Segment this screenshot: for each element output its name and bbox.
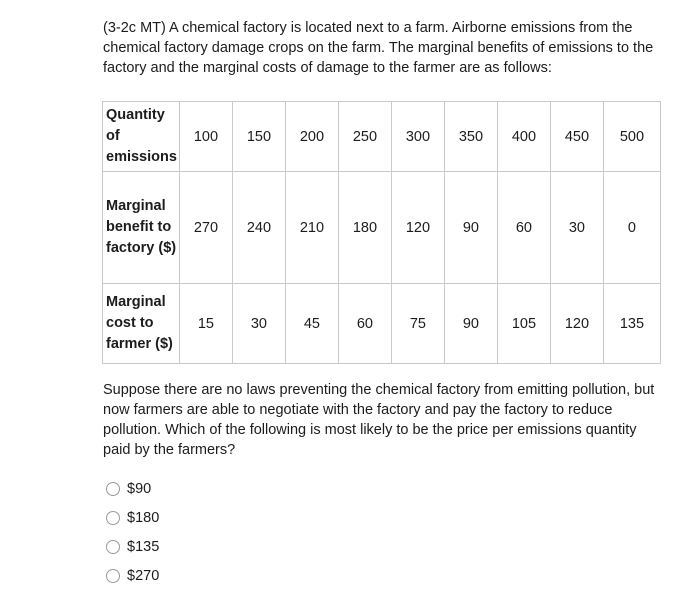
table-cell: 30 xyxy=(550,172,603,284)
table-cell: 200 xyxy=(285,102,338,172)
row-header-quantity: Quantity of emissions xyxy=(103,102,180,172)
table-cell: 210 xyxy=(285,172,338,284)
table-cell: 300 xyxy=(391,102,444,172)
option-label: $270 xyxy=(127,567,160,584)
table-cell: 60 xyxy=(497,172,550,284)
prompt-text: Suppose there are no laws preventing the chemical factory from emitting pollution, but now farmers are able to negotiate with the factory and pay the factory to reduce pollution. Which of the following is most likely to be the price per emissions quantity paid by the farmers? xyxy=(103,382,655,458)
table-cell: 180 xyxy=(338,172,391,284)
emissions-table xyxy=(102,101,661,364)
table-cell: 450 xyxy=(550,102,603,172)
table-row-marginal-cost xyxy=(103,284,661,364)
radio-button[interactable] xyxy=(106,511,120,525)
table-cell: 270 xyxy=(179,172,232,284)
table-cell: 120 xyxy=(550,284,603,364)
table-row-marginal-benefit xyxy=(103,172,661,284)
table-cell: 75 xyxy=(391,284,444,364)
table-cell: 0 xyxy=(603,172,660,284)
radio-button[interactable] xyxy=(106,540,120,554)
table-cell: 120 xyxy=(391,172,444,284)
radio-button[interactable] xyxy=(106,482,120,496)
question-text: (3-2c MT) A chemical factory is located next to a farm. Airborne emissions from the chemical factory damage crops on the farm. The marginal benefits of emissions to the factory and the marginal costs of damage to the farmer are as follows: xyxy=(103,20,654,76)
row-header-marginal-benefit: Marginal benefit to factory ($) xyxy=(103,172,180,284)
table-cell: 500 xyxy=(603,102,660,172)
row-header-marginal-cost: Marginal cost to farmer ($) xyxy=(103,284,180,364)
table-cell: 15 xyxy=(179,284,232,364)
option-label: $90 xyxy=(127,480,152,497)
table-row-quantity xyxy=(103,102,661,172)
table-cell: 100 xyxy=(179,102,232,172)
answer-options xyxy=(106,474,159,590)
table-cell: 250 xyxy=(338,102,391,172)
table-cell: 105 xyxy=(497,284,550,364)
table-cell: 350 xyxy=(444,102,497,172)
table-cell: 240 xyxy=(232,172,285,284)
table-cell: 150 xyxy=(232,102,285,172)
table-cell: 90 xyxy=(444,172,497,284)
answer-option-90[interactable] xyxy=(106,474,159,503)
table-cell: 60 xyxy=(338,284,391,364)
table-cell: 30 xyxy=(232,284,285,364)
option-label: $135 xyxy=(127,538,160,555)
table-cell: 90 xyxy=(444,284,497,364)
option-label: $180 xyxy=(127,509,160,526)
answer-option-180[interactable] xyxy=(106,503,159,532)
table-cell: 135 xyxy=(603,284,660,364)
table-cell: 45 xyxy=(285,284,338,364)
table-cell: 400 xyxy=(497,102,550,172)
radio-button[interactable] xyxy=(106,569,120,583)
answer-option-135[interactable] xyxy=(106,532,159,561)
answer-option-270[interactable] xyxy=(106,561,159,590)
